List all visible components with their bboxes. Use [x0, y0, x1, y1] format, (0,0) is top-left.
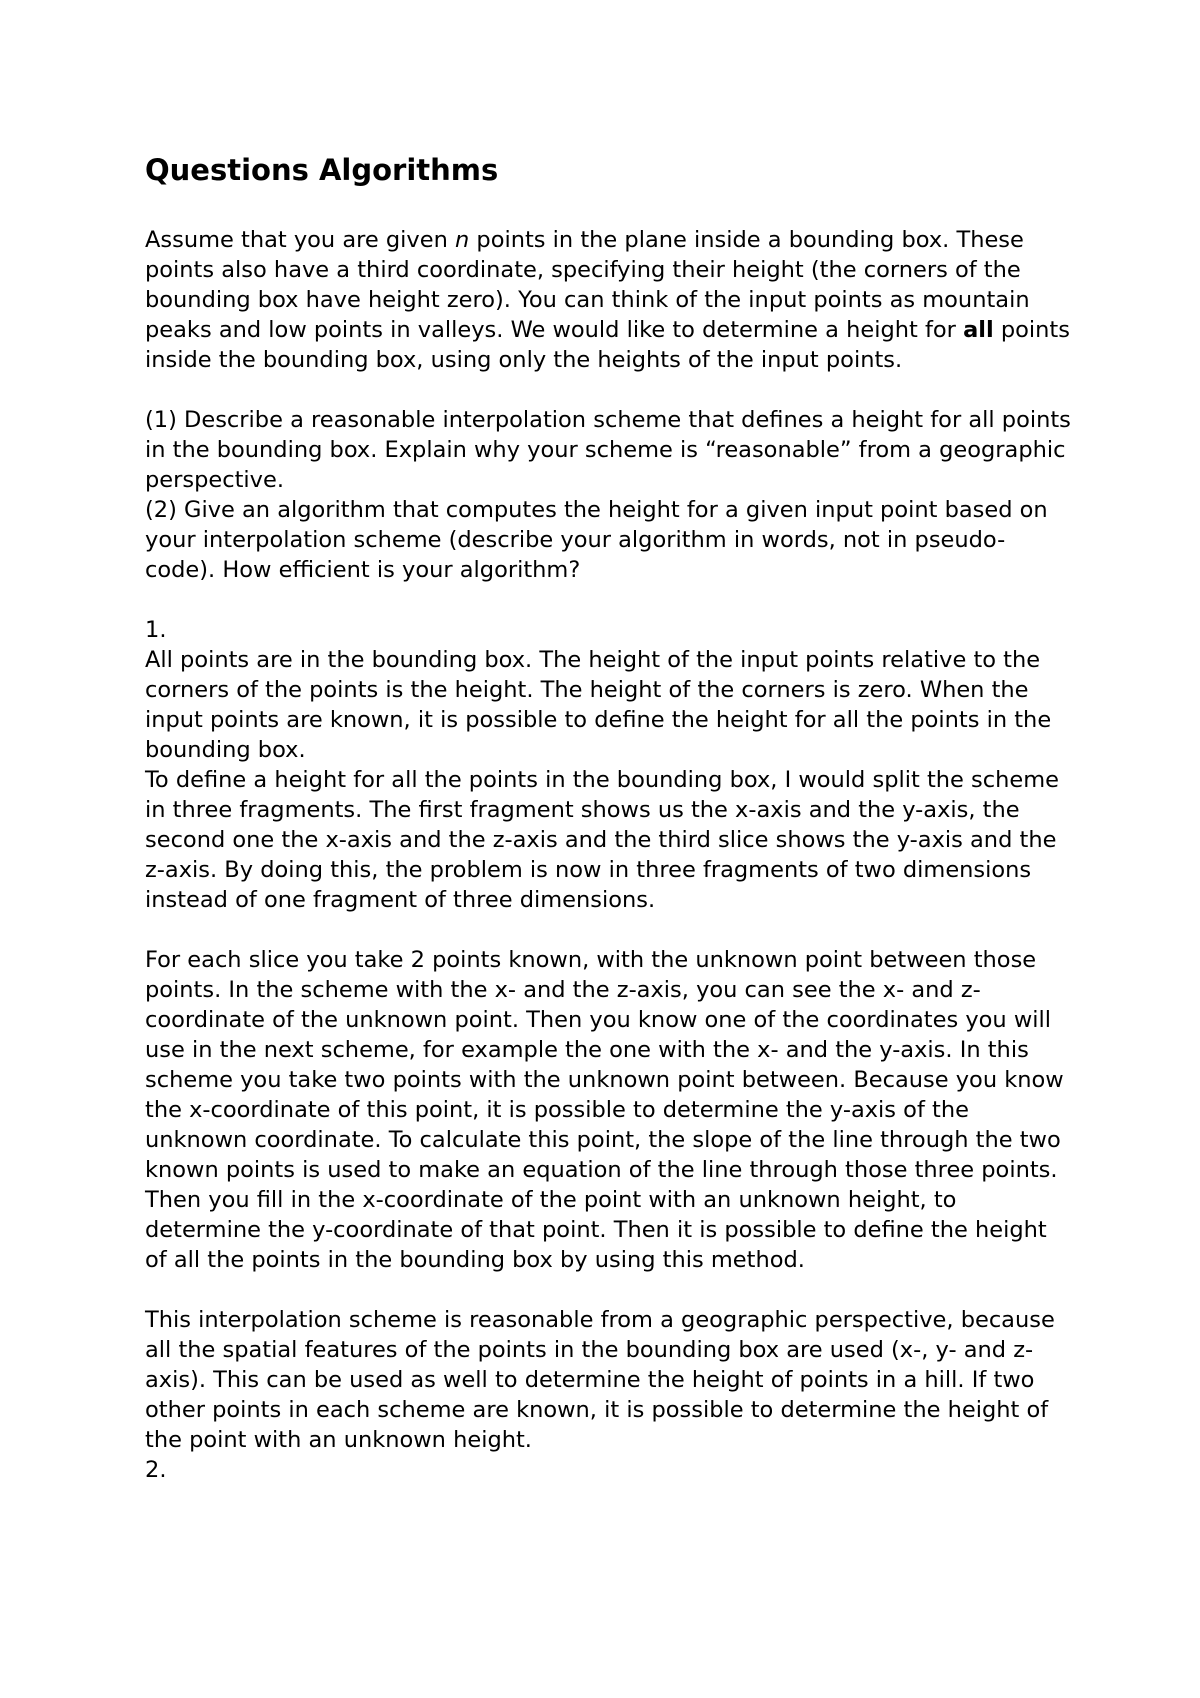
document-page: [145, 140, 1075, 1485]
paragraph-gap: [145, 585, 1075, 615]
intro-text-3: points inside the bounding box, using only the heights of the input points.: [145, 317, 1070, 373]
intro-paragraph: [145, 225, 1075, 375]
answer-1-paragraph-4: This interpolation scheme is reasonable from a geographic perspective, because all the spatial features of the points in the bounding box are used (x-, y- and z-axis). This can be used as well to determine the height of points in a hill. If two other points in each scheme are known, it is possible to determine the height of the point with an unknown height.: [145, 1307, 1055, 1453]
paragraph-gap: [145, 375, 1075, 405]
paragraph-gap: [145, 1275, 1075, 1305]
intro-variable-n: n: [455, 227, 470, 253]
answer-1-paragraph-3: For each slice you take 2 points known, with the unknown point between those points. In the scheme with the x- and the z-axis, you can see the x- and z-coordinate of the unknown point. Then you know one of the coordinates you will use in the next scheme, for example the one with the x- and the y-axis. In this scheme you take two points with the unknown point between. Because you know the x-coordinate of this point, it is possible to determine the y-axis of the unknown coordinate. To calculate this point, the slope of the line through the two known points is used to make an equation of the line through those three points. Then you fill in the x-coordinate of the point with an unknown height, to determine the y-coordinate of that point. Then it is possible to define the height of all the points in the bounding box by using this method.: [145, 947, 1064, 1273]
answer-1-paragraph-1: All points are in the bounding box. The height of the input points relative to the corners of the points is the height. The height of the corners is zero. When the input points are known, it is possible to define the height for all the points in the bounding box.: [145, 647, 1052, 763]
document-title: Questions Algorithms: [145, 153, 499, 187]
answer-1-paragraph-2: To define a height for all the points in the bounding box, I would split the scheme in three fragments. The first fragment shows us the x-axis and the y-axis, the second one the x-axis and the z-axis and the third slice shows the y-axis and the z-axis. By doing this, the problem is now in three fragments of two dimensions instead of one fragment of three dimensions.: [145, 767, 1059, 913]
intro-text-1: Assume that you are given: [145, 227, 455, 253]
answer-1-label: 1.: [145, 617, 167, 643]
question-1: (1) Describe a reasonable interpolation scheme that defines a height for all points in the bounding box. Explain why your scheme is “reasonable” from a geographic perspective.: [145, 407, 1071, 493]
question-2: (2) Give an algorithm that computes the height for a given input point based on your interpolation scheme (describe your algorithm in words, not in pseudo-code). How efficient is your algorithm?: [145, 497, 1048, 583]
intro-text-2: points in the plane inside a bounding box. These points also have a third coordinate, specifying their height (the corners of the bounding box have height zero). You can think of the input points as mountain peaks and low points in valleys. We would like to determine a height for: [145, 227, 1030, 343]
answer-2-label: 2.: [145, 1457, 167, 1483]
paragraph-gap: [145, 915, 1075, 945]
intro-bold-all: all: [963, 317, 994, 343]
